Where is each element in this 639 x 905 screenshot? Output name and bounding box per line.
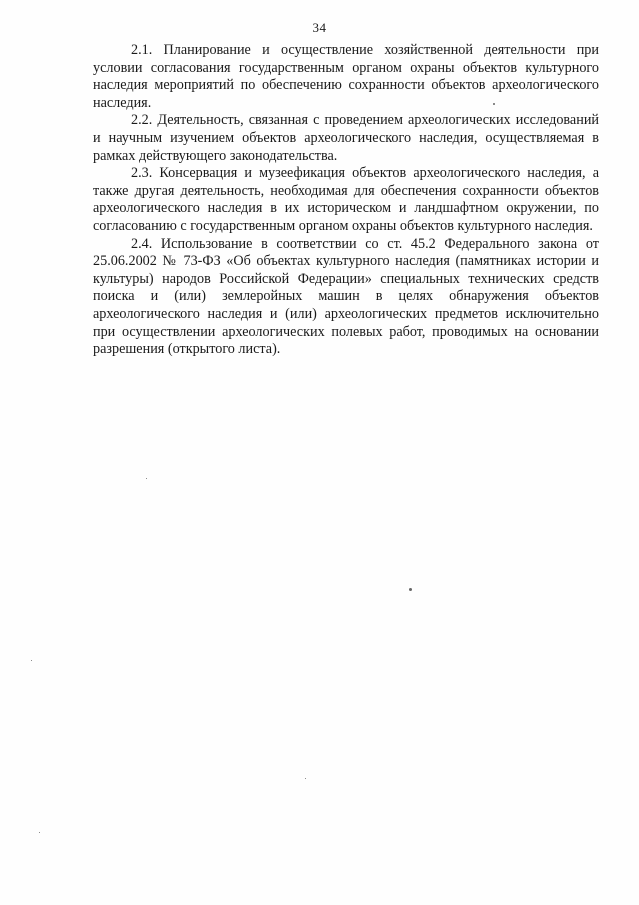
scan-speck: [39, 832, 40, 833]
paragraph-2-4: 2.4. Использование в соответствии со ст. 45.2 Федерального закона от 25.06.2002 № 73-ФЗ «Об объектах культурного наследия (памятниках истории и культуры) народов Российской Федерации» специальных технических средств поиска и (или) землеройных машин в целях обнаружения объектов археологического наследия и (или) археологических предметов исключительно при осуществлении археологических полевых работ, проводимых на основании разрешения (открытого листа).: [93, 235, 599, 358]
scan-speck: [146, 478, 147, 479]
scan-speck: [409, 588, 412, 591]
paragraph-2-3: 2.3. Консервация и музеефикация объектов археологического наследия, а также другая деятельность, необходимая для обеспечения сохранности объектов археологического наследия в их историческом и ландшафтном окружении, по согласованию с государственным органом охраны объектов культурного наследия.: [93, 165, 599, 234]
document-body: [93, 42, 599, 359]
paragraph-2-2: 2.2. Деятельность, связанная с проведением археологических исследований и научным изучением объектов археологического наследия, осуществляемая в рамках действующего законодательства.: [93, 112, 599, 164]
scan-speck: [493, 103, 495, 105]
scan-speck: [305, 778, 306, 779]
scan-speck: [31, 660, 32, 661]
paragraph-2-1: 2.1. Планирование и осуществление хозяйственной деятельности при условии согласования государственным органом охраны объектов культурного наследия мероприятий по обеспечению сохранности объектов археологического наследия.: [93, 42, 599, 111]
page-number: 34: [312, 20, 327, 35]
